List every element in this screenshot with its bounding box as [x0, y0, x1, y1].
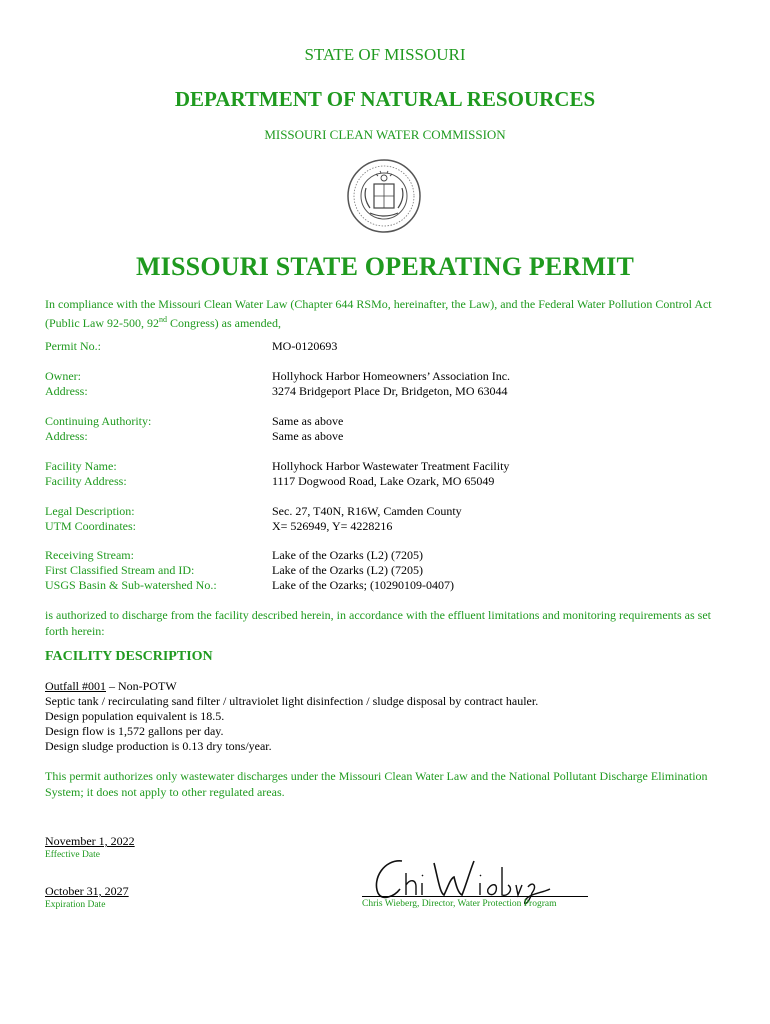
expiration-date: October 31, 2027 — [45, 884, 129, 898]
field-label: Continuing Authority: — [45, 414, 152, 428]
field-label: UTM Coordinates: — [45, 519, 136, 533]
outfall-id: Outfall #001 — [45, 679, 106, 693]
intro-superscript: nd — [158, 315, 167, 324]
state-seal-icon — [346, 158, 422, 234]
field-value: Lake of the Ozarks (L2) (7205) — [272, 548, 423, 562]
facility-description-heading: FACILITY DESCRIPTION — [45, 649, 213, 664]
department-heading: DEPARTMENT OF NATURAL RESOURCES — [174, 87, 596, 111]
field-value: Same as above — [272, 414, 344, 428]
facility-description — [45, 679, 735, 754]
field-label: Facility Name: — [45, 459, 117, 473]
field-value: Sec. 27, T40N, R16W, Camden County — [272, 504, 462, 518]
field-value: MO-0120693 — [272, 339, 338, 353]
field-value: 3274 Bridgeport Place Dr, Bridgeton, MO 63044 — [272, 384, 508, 398]
field-label: USGS Basin & Sub-watershed No.: — [45, 578, 217, 592]
field-label: Address: — [45, 429, 88, 443]
expiration-date-label: Expiration Date — [45, 900, 106, 910]
description-line: Design sludge production is 0.13 dry tons/year. — [45, 739, 272, 753]
effective-date-label: Effective Date — [45, 850, 100, 860]
state-heading: STATE OF MISSOURI — [304, 45, 466, 64]
field-label: Address: — [45, 384, 88, 398]
field-label: Facility Address: — [45, 474, 127, 488]
description-line: Design population equivalent is 18.5. — [45, 709, 225, 723]
field-label: First Classified Stream and ID: — [45, 563, 195, 577]
outfall-line — [45, 679, 735, 694]
field-value: Lake of the Ozarks; (10290109-0407) — [272, 578, 454, 592]
field-value: Hollyhock Harbor Wastewater Treatment Facility — [272, 459, 510, 473]
field-value: Lake of the Ozarks (L2) (7205) — [272, 563, 423, 577]
field-label: Permit No.: — [45, 339, 101, 353]
description-line: Septic tank / recirculating sand filter / ultraviolet light disinfection / sludge disposal by contract hauler. — [45, 694, 539, 708]
field-value: Same as above — [272, 429, 344, 443]
permit-title: MISSOURI STATE OPERATING PERMIT — [135, 252, 635, 281]
field-value: 1117 Dogwood Road, Lake Ozark, MO 65049 — [272, 474, 495, 488]
field-label: Legal Description: — [45, 504, 135, 518]
signature-caption: Chris Wieberg, Director, Water Protection Program — [362, 899, 557, 909]
effective-date: November 1, 2022 — [45, 834, 135, 848]
scope-paragraph: This permit authorizes only wastewater discharges under the Missouri Clean Water Law and the National Pollutant Discharge Elimination System; it does not apply to other regulated areas. — [45, 769, 708, 799]
authorization-paragraph: is authorized to discharge from the facility described herein, in accordance with the effluent limitations and monitoring requirements as set forth herein: — [45, 608, 712, 638]
field-value: Hollyhock Harbor Homeowners’ Association Inc. — [272, 369, 511, 383]
field-label: Owner: — [45, 369, 81, 383]
commission-heading: MISSOURI CLEAN WATER COMMISSION — [264, 127, 506, 142]
field-label: Receiving Stream: — [45, 548, 134, 562]
intro-paragraph — [45, 296, 735, 331]
description-line: Design flow is 1,572 gallons per day. — [45, 724, 224, 738]
intro-text-end: Congress) as amended, — [166, 316, 281, 330]
outfall-type: – Non-POTW — [106, 679, 177, 693]
intro-text: In compliance with the Missouri Clean Water Law (Chapter 644 RSMo, hereinafter, the Law), and the Federal Water Pollution Control Act (Public Law 92-500, 92 — [45, 297, 712, 330]
field-value: X= 526949, Y= 4228216 — [272, 519, 393, 533]
signature-line — [362, 896, 588, 897]
